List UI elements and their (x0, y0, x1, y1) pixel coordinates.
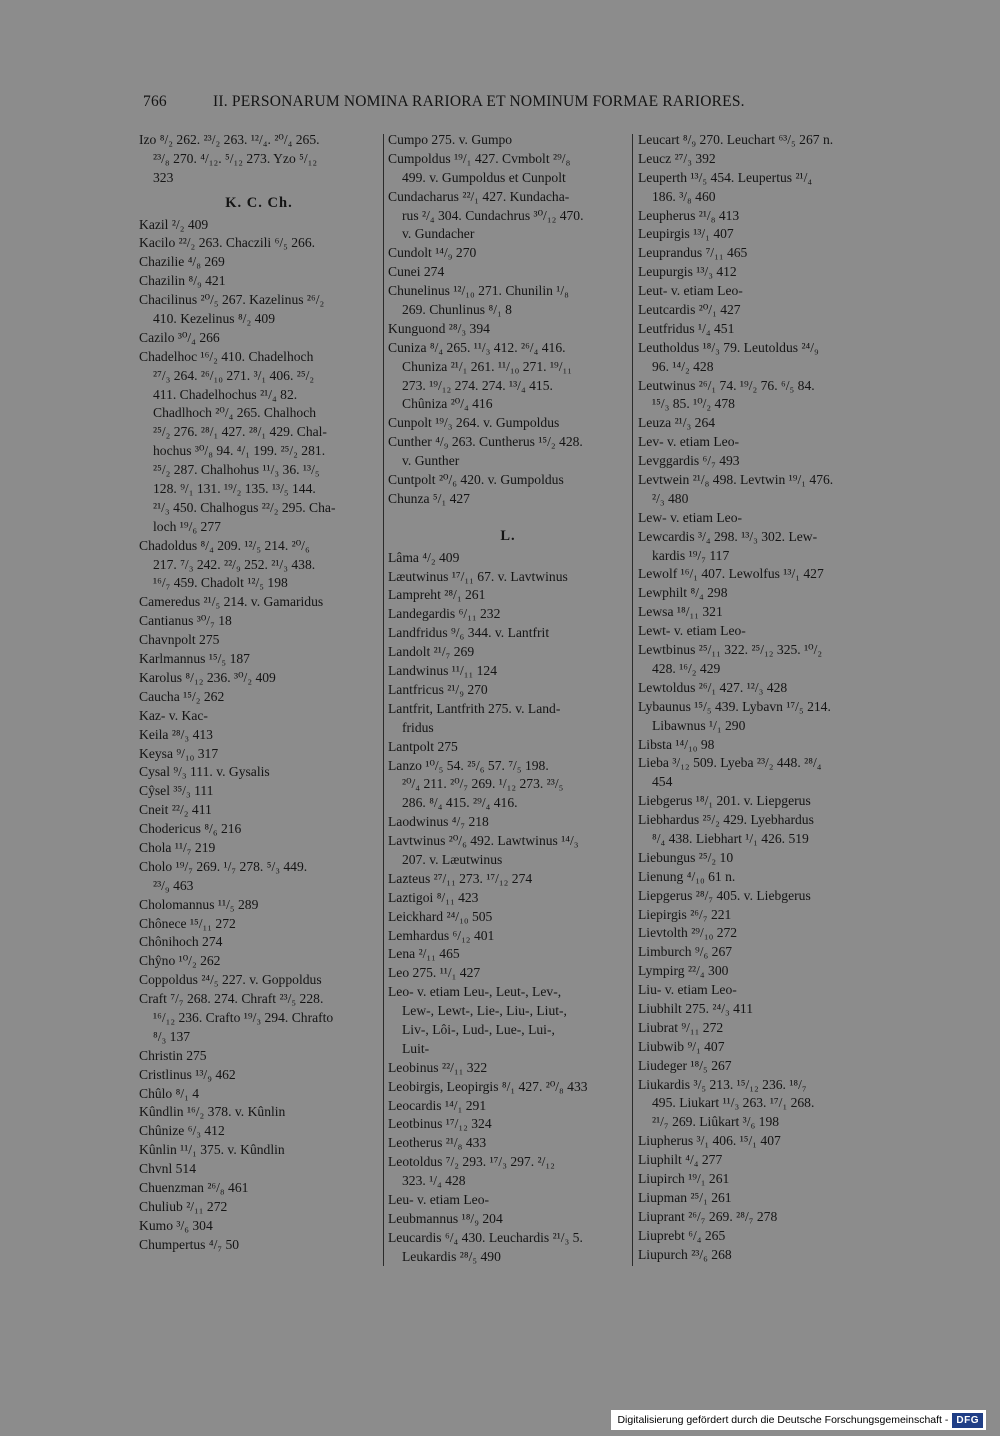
column-divider (632, 134, 633, 1266)
index-entry-line: Lieba ³/₁₂ 509. Lyeba ²³/₂ 448. ²⁸/₄ (638, 755, 822, 771)
index-entry-line: Caucha ¹⁵/₂ 262 (139, 688, 225, 704)
index-entry-line: Limburch ⁹/₆ 267 (638, 944, 733, 960)
index-entry-line: ²⁰/₄ 211. ²⁰/₇ 269. ¹/₁₂ 273. ²³/₅ (402, 776, 564, 792)
index-entry-line: ²³/₉ 463 (153, 877, 194, 893)
index-entry-line: Kunguond ²⁸/₃ 394 (388, 320, 490, 336)
index-entry-line: Leuza ²¹/₃ 264 (638, 415, 716, 431)
index-entry-line: Chunza ⁵/₁ 427 (388, 490, 470, 506)
index-entry-line: Leocardis ¹⁴/₁ 291 (388, 1097, 487, 1113)
index-entry-line: Lantpolt 275 (388, 738, 458, 754)
index-entry-line: Lewtoldus ²⁶/₁ 427. ¹²/₃ 428 (638, 679, 788, 695)
index-entry-line: Lew-, Lewt-, Lie-, Liu-, Liut-, (402, 1003, 567, 1019)
index-entry-line: Chŷno ¹⁰/₂ 262 (139, 953, 221, 969)
index-entry-line: ¹⁵/₃ 85. ¹⁰/₂ 478 (652, 396, 735, 412)
index-entry-line: Kacilo ²²/₂ 263. Chaczili ⁶/₅ 266. (139, 235, 316, 251)
index-entry-line: Chûniza ²⁰/₄ 416 (402, 396, 493, 412)
index-entry-line: Leuprandus ⁷/₁₁ 465 (638, 245, 748, 261)
index-entry-line: Christin 275 (139, 1047, 207, 1063)
index-entry-line: Chadelhoc ¹⁶/₂ 410. Chadelhoch (139, 348, 314, 364)
footer-credit (611, 1410, 986, 1430)
index-entry-line: Liukardis ³/₅ 213. ¹⁵/₁₂ 236. ¹⁸/₇ (638, 1076, 807, 1092)
index-entry-line: Cneit ²²/₂ 411 (139, 802, 212, 818)
index-entry-line: Laztigoi ⁸/₁₁ 423 (388, 889, 479, 905)
index-entry-line: Chônihoch 274 (139, 934, 223, 950)
index-entry-line: Lantfricus ²¹/₉ 270 (388, 681, 488, 697)
index-entry-line: Cuntpolt ²⁰/₆ 420. v. Gumpoldus (388, 472, 564, 488)
index-entry-line: Cristlinus ¹³/₉ 462 (139, 1066, 236, 1082)
index-entry-line: Liupirch ¹⁹/₁ 261 (638, 1170, 730, 1186)
index-entry-line: Liupman ²⁵/₁ 261 (638, 1189, 732, 1205)
index-entry-line: Leutfridus ¹/₄ 451 (638, 320, 735, 336)
index-entry-line: v. Gundacher (402, 226, 475, 242)
index-entry-line: Kûndlin ¹⁶/₂ 378. v. Kûnlin (139, 1104, 286, 1120)
index-entry-line: Chuniza ²¹/₁ 261. ¹¹/₁₀ 271. ¹⁹/₁₁ (402, 358, 573, 374)
index-entry-line: Liupherus ³/₁ 406. ¹⁵/₁ 407 (638, 1133, 781, 1149)
index-entry-line: Keysa ⁹/₁₀ 317 (139, 745, 219, 761)
index-entry-line: Leotoldus ⁷/₂ 293. ¹⁷/₃ 297. ²/₁₂ (388, 1154, 555, 1170)
index-entry-line: 217. ⁷/₃ 242. ²²/₉ 252. ²¹/₃ 438. (153, 556, 316, 572)
index-entry-line: Lantfrit, Lantfrith 275. v. Land- (388, 700, 561, 716)
index-entry-line: Kaz- v. Kac- (139, 707, 208, 723)
index-entry-line: Kazil ²/₂ 409 (139, 216, 209, 232)
index-entry-line: 428. ¹⁶/₂ 429 (652, 660, 721, 676)
index-entry-line: kardis ¹⁹/₇ 117 (652, 547, 730, 563)
index-entry-line: Levtwein ²¹/₈ 498. Levtwin ¹⁹/₁ 476. (638, 472, 834, 488)
index-entry-line: Landolt ²¹/₇ 269 (388, 644, 475, 660)
index-entry-line: Leutholdus ¹⁸/₃ 79. Leutoldus ²⁴/₉ (638, 339, 819, 355)
index-entry-line: ²⁷/₃ 264. ²⁶/₁₀ 271. ³/₁ 406. ²⁵/₂ (153, 367, 315, 383)
index-entry-line: 207. v. Læutwinus (402, 851, 503, 867)
index-entry-line: hochus ³⁰/₈ 94. ⁴/₁ 199. ²⁵/₂ 281. (153, 443, 326, 459)
index-entry-line: Laodwinus ⁴/₇ 218 (388, 814, 489, 830)
index-entry-line: 186. ³/₈ 460 (652, 188, 716, 204)
index-entry-line: 286. ⁸/₄ 415. ²⁹/₄ 416. (402, 795, 518, 811)
index-entry-line: Leupurgis ¹³/₃ 412 (638, 264, 737, 280)
index-entry-line: Leotherus ²¹/₈ 433 (388, 1135, 487, 1151)
index-entry-line: Leo- v. etiam Leu-, Leut-, Lev-, (388, 984, 562, 1000)
index-entry-line: Levggardis ⁶/₇ 493 (638, 453, 740, 469)
index-entry-line: Cunther ⁴/₉ 263. Cuntherus ¹⁵/₂ 428. (388, 434, 583, 450)
index-entry-line: ²⁵/₂ 287. Chalhohus ¹¹/₃ 36. ¹³/₅ (153, 462, 320, 478)
index-entry-line: Lewsa ¹⁸/₁₁ 321 (638, 604, 723, 620)
index-entry-line: Liubrat ⁹/₁₁ 272 (638, 1019, 724, 1035)
footer-text: Digitalisierung gefördert durch die Deutsche Forschungsgemeinschaft - (617, 1414, 949, 1426)
index-entry-line: ²¹/₇ 269. Liûkart ³/₆ 198 (652, 1114, 780, 1130)
index-entry-line: ⁸/₃ 137 (153, 1028, 191, 1044)
index-entry-line: Chvnl 514 (139, 1161, 197, 1177)
index-entry-line: Cysal ⁹/₃ 111. v. Gysalis (139, 764, 270, 780)
index-entry-line: Liu- v. etiam Leo- (638, 982, 737, 998)
index-entry-line: Leutcardis ²⁰/₁ 427 (638, 302, 741, 318)
index-entry-line: ¹⁶/₁₂ 236. Crafto ¹⁹/₃ 294. Chrafto (153, 1009, 334, 1025)
index-entry-line: Chônece ¹⁵/₁₁ 272 (139, 915, 236, 931)
index-entry-line: Cunpolt ¹⁹/₃ 264. v. Gumpoldus (388, 415, 560, 431)
index-entry-line: Lievtolth ²⁹/₁₀ 272 (638, 925, 738, 941)
page-title: II. PERSONARUM NOMINA RARIORA ET NOMINUM FORMAE RARIORES. (213, 93, 745, 110)
page-number: 766 (143, 93, 167, 110)
index-entry-line: Cunei 274 (388, 264, 445, 280)
index-entry-line: Kumo ³/₆ 304 (139, 1217, 213, 1233)
index-entry-line: Leo 275. ¹¹/₁ 427 (388, 965, 481, 981)
index-entry-line: fridus (402, 719, 434, 735)
index-entry-line: Liepgerus ²⁸/₇ 405. v. Liebgerus (638, 887, 811, 903)
index-entry-line: Leotbinus ¹⁷/₁₂ 324 (388, 1116, 492, 1132)
index-entry-line: Kûnlin ¹¹/₁ 375. v. Kûndlin (139, 1142, 285, 1158)
page-header (143, 93, 823, 111)
index-entry-line: Leucardis ⁶/₄ 430. Leuchardis ²¹/₃ 5. (388, 1229, 583, 1245)
index-entry-line: Libsta ¹⁴/₁₀ 98 (638, 736, 715, 752)
index-entry-line: Cumpo 275. v. Gumpo (388, 132, 513, 147)
index-entry-line: Liebgerus ¹⁸/₁ 201. v. Liepgerus (638, 793, 811, 809)
index-entry-line: 269. Chunlinus ⁸/₁ 8 (402, 302, 512, 318)
index-entry-line: Leutwinus ²⁶/₁ 74. ¹⁹/₂ 76. ⁶/₅ 84. (638, 377, 815, 393)
index-entry-line: Chunelinus ¹²/₁₀ 271. Chunilin ¹/₈ (388, 283, 569, 299)
index-entry-line: Liuprant ²⁶/₇ 269. ²⁸/₇ 278 (638, 1208, 778, 1224)
index-entry-line: ⁸/₄ 438. Liebhart ¹/₁ 426. 519 (652, 830, 809, 846)
index-entry-line: Landegardis ⁶/₁₁ 232 (388, 606, 501, 622)
index-entry-line: Cŷsel ³⁵/₃ 111 (139, 783, 214, 799)
index-entry-line: 454 (652, 774, 673, 790)
index-entry-line: Cameredus ²¹/₅ 214. v. Gamaridus (139, 594, 324, 610)
index-entry-line: Karolus ⁸/₁₂ 236. ³⁰/₂ 409 (139, 669, 276, 685)
index-entry-line: Læutwinus ¹⁷/₁₁ 67. v. Lavtwinus (388, 568, 568, 584)
index-entry-line: Leupherus ²¹/₈ 413 (638, 207, 740, 223)
index-entry-line: Leobirgis, Leopirgis ⁸/₁ 427. ²⁰/₈ 433 (388, 1078, 588, 1094)
column-divider (383, 134, 384, 1266)
index-entry-line: Chadoldus ⁸/₄ 209. ¹²/₅ 214. ²⁰/₆ (139, 537, 310, 553)
index-entry-line: Liupurch ²³/₆ 268 (638, 1246, 732, 1262)
index-entry-line: Cuniza ⁸/₄ 265. ¹¹/₃ 412. ²⁶/₄ 416. (388, 339, 566, 355)
index-entry-line: Libawnus ¹/₁ 290 (652, 717, 746, 733)
index-entry-line: 323 (153, 169, 174, 185)
index-entry-line: Lev- v. etiam Leo- (638, 434, 740, 450)
index-entry-line: loch ¹⁹/₆ 277 (153, 518, 221, 534)
index-entry-line: Liebhardus ²⁵/₂ 429. Lyebhardus (638, 812, 814, 828)
index-entry-line: Chazilie ⁴/₈ 269 (139, 254, 225, 270)
index-entry-line: Cumpoldus ¹⁹/₁ 427. Cvmbolt ²⁹/₈ (388, 150, 571, 166)
index-entry-line: Chadlhoch ²⁰/₄ 265. Chalhoch (153, 405, 317, 421)
index-entry-line: Leuperth ¹³/₅ 454. Leupertus ²¹/₄ (638, 169, 813, 185)
index-entry-line: Leupirgis ¹³/₁ 407 (638, 226, 734, 242)
section-heading: L. (500, 527, 516, 544)
index-entry-line: Craft ⁷/₇ 268. 274. Chraft ²³/₅ 228. (139, 991, 324, 1007)
index-entry-line: Cholo ¹⁹/₇ 269. ¹/₇ 278. ⁵/₃ 449. (139, 858, 308, 874)
index-entry-line: Coppoldus ²⁴/₅ 227. v. Goppoldus (139, 972, 322, 988)
index-entry-line: Cazilo ³⁰/₄ 266 (139, 329, 220, 345)
index-entry-line: Cholomannus ¹¹/₅ 289 (139, 896, 259, 912)
index-column-3 (638, 131, 882, 1264)
index-entry-line: Karlmannus ¹⁵/₅ 187 (139, 651, 250, 667)
index-entry-line: ¹⁶/₇ 459. Chadolt ¹²/₅ 198 (153, 575, 288, 591)
index-entry-line: v. Gunther (402, 453, 460, 469)
index-entry-line: Luit- (402, 1040, 430, 1056)
index-entry-line: Chodericus ⁸/₆ 216 (139, 821, 242, 837)
section-heading: K. C. Ch. (225, 194, 293, 211)
index-entry-line: Leut- v. etiam Leo- (638, 283, 743, 299)
index-entry-line: ²/₃ 480 (652, 490, 689, 506)
index-entry-line: Leobinus ²²/₁₁ 322 (388, 1059, 488, 1075)
index-entry-line: Lemhardus ⁶/₁₂ 401 (388, 927, 495, 943)
index-column-2 (388, 131, 628, 1267)
index-entry-line: rus ²/₄ 304. Cundachrus ³⁰/₁₂ 470. (402, 207, 584, 223)
index-entry-line: ²¹/₃ 450. Chalhogus ²²/₂ 295. Cha- (153, 499, 336, 515)
index-entry-line: Leukardis ²⁸/₅ 490 (402, 1248, 501, 1264)
index-entry-line: 323. ¹/₄ 428 (402, 1173, 466, 1189)
index-entry-line: Liudeger ¹⁸/₅ 267 (638, 1057, 732, 1073)
index-entry-line: Lena ²/₁₁ 465 (388, 946, 460, 962)
index-entry-line: Cundacharus ²²/₁ 427. Kundacha- (388, 188, 570, 204)
index-entry-line: 411. Chadelhochus ²¹/₄ 82. (153, 386, 298, 402)
index-entry-line: Lewt- v. etiam Leo- (638, 623, 746, 639)
index-entry-line: Chûnize ⁶/₃ 412 (139, 1123, 225, 1139)
index-entry-line: Liebungus ²⁵/₂ 10 (638, 849, 734, 865)
section-gap (388, 509, 628, 521)
index-entry-line: Liuprebt ⁶/₄ 265 (638, 1227, 726, 1243)
index-entry-line: Lewtbinus ²⁵/₁₁ 322. ²⁵/₁₂ 325. ¹⁰/₂ (638, 642, 823, 658)
index-entry-line: Chazilin ⁸/₉ 421 (139, 273, 226, 289)
index-entry-line: Keila ²⁸/₃ 413 (139, 726, 213, 742)
index-entry-line: Lew- v. etiam Leo- (638, 509, 743, 525)
index-entry-line: Lympirg ²²/₄ 300 (638, 963, 729, 979)
index-entry-line: Chavnpolt 275 (139, 632, 220, 648)
index-entry-line: Chuenzman ²⁶/₈ 461 (139, 1179, 249, 1195)
index-entry-line: Liepirgis ²⁶/₇ 221 (638, 906, 732, 922)
index-entry-line: Liubhilt 275. ²⁴/₃ 411 (638, 1000, 754, 1016)
index-entry-line: 499. v. Gumpoldus et Cunpolt (402, 169, 566, 185)
index-entry-line: Leucz ²⁷/₃ 392 (638, 150, 716, 166)
index-entry-line: 495. Liukart ¹¹/₃ 263. ¹⁷/₁ 268. (652, 1095, 815, 1111)
index-entry-line: Izo ⁸/₂ 262. ²³/₂ 263. ¹²/₄. ²⁰/₄ 265. (139, 132, 320, 147)
index-entry-line: Lewolf ¹⁶/₁ 407. Lewolfus ¹³/₁ 427 (638, 566, 824, 582)
index-entry-line: Lavtwinus ²⁰/₆ 492. Lawtwinus ¹⁴/₃ (388, 833, 579, 849)
index-entry-line: Liuphilt ⁴/₄ 277 (638, 1152, 723, 1168)
index-entry-line: Lazteus ²⁷/₁₁ 273. ¹⁷/₁₂ 274 (388, 870, 533, 886)
index-entry-line: Leu- v. etiam Leo- (388, 1191, 490, 1207)
index-entry-line: 96. ¹⁴/₂ 428 (652, 358, 714, 374)
index-column-1 (139, 131, 379, 1255)
index-entry-line: Leubmannus ¹⁸/₉ 204 (388, 1210, 503, 1226)
index-entry-line: Liubwib ⁹/₁ 407 (638, 1038, 725, 1054)
index-entry-line: Liv-, Lôi-, Lud-, Lue-, Lui-, (402, 1021, 555, 1037)
index-entry-line: Landfridus ⁹/₆ 344. v. Lantfrit (388, 625, 550, 641)
dfg-logo: DFG (952, 1413, 983, 1428)
index-entry-line: 410. Kezelinus ⁸/₂ 409 (153, 311, 275, 327)
index-entry-line: Lâma ⁴/₂ 409 (388, 549, 460, 565)
index-entry-line: Chacilinus ²⁰/₅ 267. Kazelinus ²⁶/₂ (139, 292, 325, 308)
index-entry-line: Lewphilt ⁸/₄ 298 (638, 585, 728, 601)
index-entry-line: Chuliub ²/₁₁ 272 (139, 1198, 228, 1214)
index-entry-line: Lanzo ¹⁰/₅ 54. ²⁵/₆ 57. ⁷/₅ 198. (388, 757, 549, 773)
index-entry-line: ²³/₈ 270. ⁴/₁₂. ⁵/₁₂ 273. Yzo ⁵/₁₂ (153, 150, 318, 166)
index-entry-line: Chumpertus ⁴/₇ 50 (139, 1236, 240, 1252)
index-entry-line: Lienung ⁴/₁₀ 61 n. (638, 868, 736, 884)
index-entry-line: 273. ¹⁹/₁₂ 274. 274. ¹³/₄ 415. (402, 377, 553, 393)
index-entry-line: Landwinus ¹¹/₁₁ 124 (388, 663, 498, 679)
index-entry-line: Chola ¹¹/₇ 219 (139, 839, 216, 855)
index-entry-line: Lybaunus ¹⁵/₅ 439. Lybavn ¹⁷/₅ 214. (638, 698, 831, 714)
index-entry-line: Cantianus ³⁰/₇ 18 (139, 613, 232, 629)
index-entry-line: 128. ⁹/₁ 131. ¹⁹/₂ 135. ¹³/₅ 144. (153, 481, 316, 497)
index-entry-line: Lampreht ²⁸/₁ 261 (388, 587, 486, 603)
index-entry-line: Cundolt ¹⁴/₉ 270 (388, 245, 477, 261)
index-entry-line: Chûlo ⁸/₁ 4 (139, 1085, 200, 1101)
index-entry-line: Leickhard ²⁴/₁₀ 505 (388, 908, 493, 924)
index-entry-line: ²⁵/₂ 276. ²⁸/₁ 427. ²⁸/₁ 429. Chal- (153, 424, 327, 440)
index-entry-line: Lewcardis ³/₄ 298. ¹³/₃ 302. Lew- (638, 528, 818, 544)
index-entry-line: Leucart ⁸/₉ 270. Leuchart ⁶³/₅ 267 n. (638, 132, 834, 147)
